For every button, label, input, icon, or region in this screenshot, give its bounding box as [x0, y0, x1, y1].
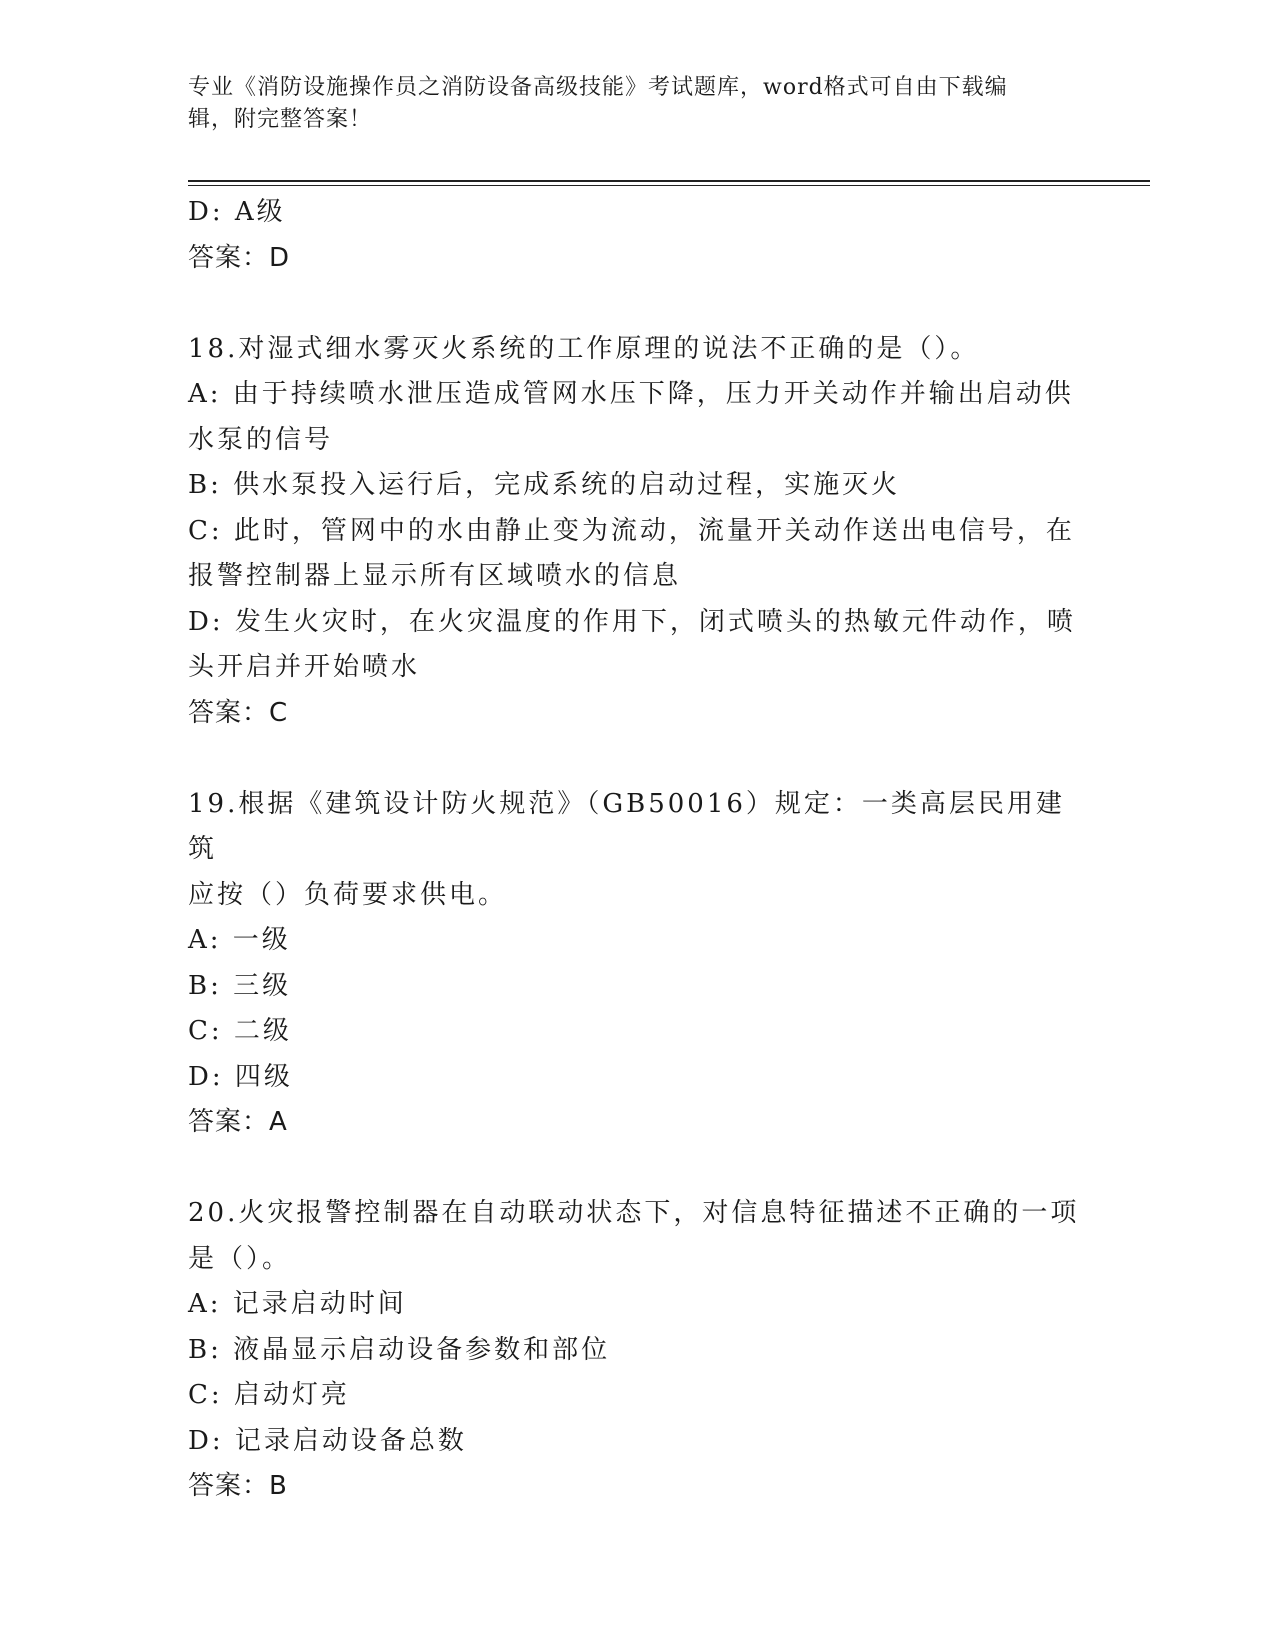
prev-answer: 答案：D — [188, 242, 291, 273]
header-line-2: 辑，附完整答案！ — [188, 107, 373, 132]
option-d: D: 记录启动设备总数 — [188, 1425, 467, 1456]
question-stem: 19.根据《建筑设计防火规范》（GB50016）规定：一类高层民用建筑 — [188, 788, 1065, 864]
option-c: C: 二级 — [188, 1016, 292, 1046]
spacer — [188, 281, 1088, 327]
option-c-cont: 报警控制器上显示所有区域喷水的信息 — [188, 561, 682, 591]
option-c: C: 此时，管网中的水由静止变为流动，流量开关动作送出电信号，在 — [188, 515, 1075, 546]
header-line-1: 专业《消防设施操作员之消防设备高级技能》考试题库，word格式可自由下载编 — [188, 75, 1008, 100]
answer: 答案：C — [188, 697, 289, 728]
question-19 — [188, 782, 1088, 1146]
option-b: B: 三级 — [188, 970, 292, 1001]
answer: 答案：A — [188, 1107, 288, 1137]
spacer — [188, 736, 1088, 782]
option-b: B: 液晶显示启动设备参数和部位 — [188, 1334, 611, 1365]
question-stem-cont: 应按（）负荷要求供电。 — [188, 879, 508, 910]
option-a-cont: 水泵的信号 — [188, 424, 334, 455]
answer: 答案：B — [188, 1471, 288, 1501]
header-divider-thick — [188, 180, 1150, 182]
header-divider-thin — [188, 185, 1150, 186]
option-d-cont: 头开启并开始喷水 — [188, 652, 421, 682]
question-20 — [188, 1191, 1088, 1510]
prev-option-d: D: A级 — [188, 197, 286, 227]
option-a: A: 记录启动时间 — [188, 1289, 407, 1319]
question-content — [188, 190, 1088, 1510]
question-stem: 18.对湿式细水雾灭火系统的工作原理的说法不正确的是（）。 — [188, 333, 980, 364]
document-header — [188, 72, 1088, 136]
option-a: A: 由于持续喷水泄压造成管网水压下降，压力开关动作并输出启动供 — [188, 379, 1074, 409]
option-c: C: 启动灯亮 — [188, 1380, 350, 1410]
question-stem-cont: 是（）。 — [188, 1243, 292, 1274]
question-stem: 20.火灾报警控制器在自动联动状态下，对信息特征描述不正确的一项 — [188, 1198, 1080, 1228]
option-d: D: 发生火灾时，在火灾温度的作用下，闭式喷头的热敏元件动作，喷 — [188, 606, 1076, 637]
option-a: A: 一级 — [188, 925, 291, 955]
option-d: D: 四级 — [188, 1061, 293, 1092]
question-18 — [188, 327, 1088, 737]
option-b: B: 供水泵投入运行后，完成系统的启动过程，实施灭火 — [188, 470, 901, 500]
spacer — [188, 1146, 1088, 1192]
